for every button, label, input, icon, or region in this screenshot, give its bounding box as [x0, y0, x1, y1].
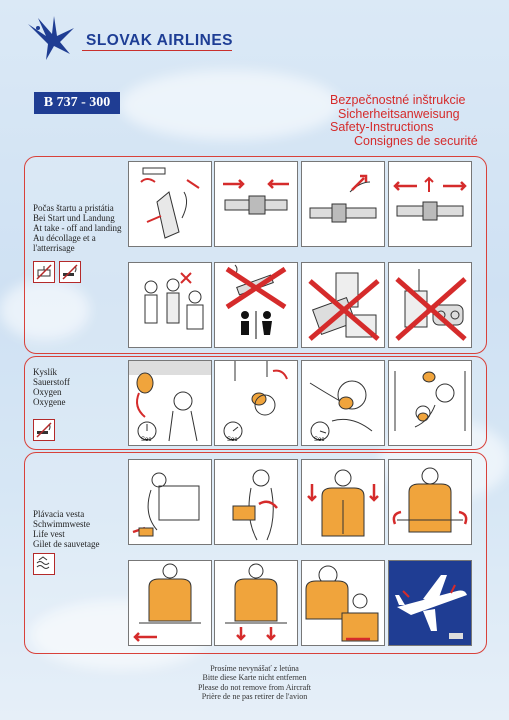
- title-line: Bezpečnostné inštrukcie: [330, 93, 466, 107]
- instruction-panel-aircraft-exits: [388, 560, 472, 646]
- instruction-panel-mask-drop: [128, 360, 212, 446]
- title-line: Sicherheitsanweisung: [338, 106, 460, 121]
- no-electronics-icon: [33, 261, 55, 283]
- instruction-panel-tighten-vest: [128, 560, 212, 646]
- airline-name: SLOVAK AIRLINES: [86, 32, 234, 49]
- instruction-panel-reach-vest: [128, 459, 212, 545]
- section-icons: [33, 419, 55, 441]
- section-label: Počas štartu a pristátia Bei Start und Landung At take - off and landing Au décollage et a l'atterrisage: [33, 203, 122, 253]
- instruction-panel-vest-over-head: [301, 459, 385, 545]
- instruction-panel-help-child: [388, 360, 472, 446]
- instruction-panel-no-radios: [388, 262, 472, 348]
- instruction-panel-seat-upright: [128, 161, 212, 247]
- instruction-panel-no-mobile-phones: [301, 262, 385, 348]
- instruction-panel-no-smoking-toilet: [214, 262, 298, 348]
- instruction-panel-fasten-belt: [214, 161, 298, 247]
- cloud-decoration: [120, 70, 340, 140]
- footer-line: Prière de ne pas retirer de l'avion: [201, 691, 308, 701]
- instruction-panel-child-vest: [301, 560, 385, 646]
- safety-title: [330, 94, 478, 148]
- footer-line: Prosíme nevynášať z letúna: [210, 664, 299, 673]
- instruction-panel-inflate-valve: [214, 560, 298, 646]
- section-icons: [33, 553, 55, 575]
- instruction-panel-release-belt: [388, 161, 472, 247]
- no-smoking-icon: [33, 419, 55, 441]
- instruction-panel-stow-luggage: [128, 262, 212, 348]
- section-label: Kyslík Sauerstoff Oxygen Oxygene: [33, 367, 70, 407]
- svg-text:Sec: Sec: [314, 437, 325, 443]
- no-smoking-icon: [59, 261, 81, 283]
- title-line: Consignes de securité: [354, 133, 478, 148]
- instruction-panel-open-pouch: [214, 459, 298, 545]
- footer-notice: [0, 664, 509, 701]
- svg-text:Sec: Sec: [227, 437, 238, 443]
- bird-logo-icon: [24, 14, 80, 64]
- instruction-panel-pull-mask: [214, 360, 298, 446]
- aircraft-model-badge: B 737 - 300: [34, 92, 120, 114]
- title-line: Safety-Instructions: [330, 120, 434, 134]
- brand-underline: [82, 50, 232, 51]
- footer-line: Please do not remove from Aircraft: [197, 682, 312, 692]
- instruction-panel-fasten-vest: [388, 459, 472, 545]
- section-label: Plávacia vesta Schwimmweste Life vest Gilet de sauvetage: [33, 509, 100, 549]
- section-icons: [33, 261, 81, 283]
- airline-logo: [24, 14, 233, 64]
- instruction-panel-tighten-belt: [301, 161, 385, 247]
- footer-line: Bitte diese Karte nicht entfernen: [202, 673, 307, 683]
- water-icon: [33, 553, 55, 575]
- instruction-panel-wear-mask: [301, 360, 385, 446]
- svg-text:Sec: Sec: [141, 437, 152, 443]
